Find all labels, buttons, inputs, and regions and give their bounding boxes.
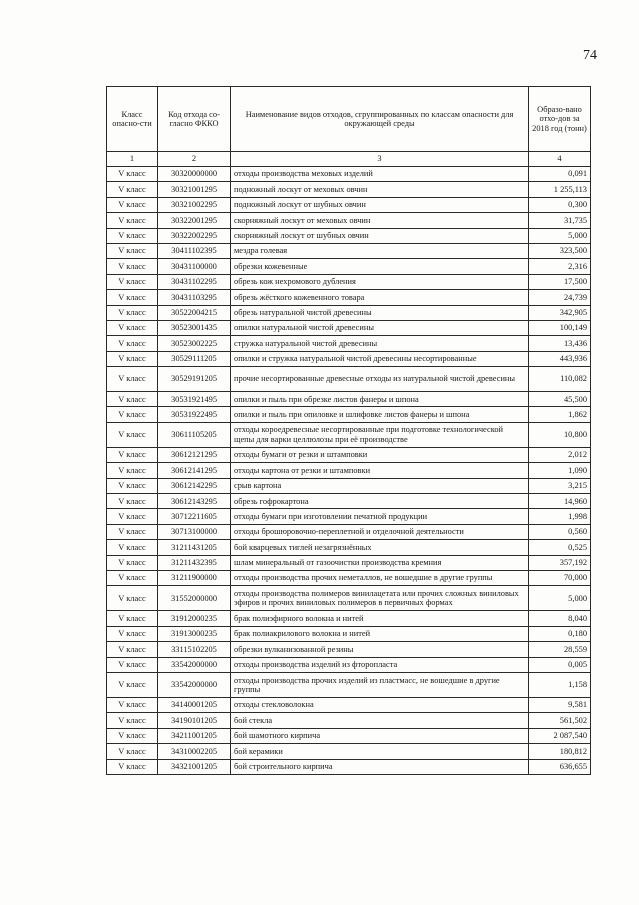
cell-waste-name: отходы стекловолокна — [231, 697, 529, 712]
cell-waste-code: 31211431205 — [158, 540, 231, 555]
table-row — [107, 320, 591, 335]
cell-waste-name: скорняжный лоскут от меховых овчин — [231, 213, 529, 228]
cell-hazard-class: V класс — [107, 447, 158, 462]
cell-waste-amount: 31,735 — [529, 213, 591, 228]
cell-waste-amount: 1 255,113 — [529, 182, 591, 197]
table-row — [107, 657, 591, 672]
cell-waste-name: мездра голевая — [231, 243, 529, 258]
cell-hazard-class: V класс — [107, 197, 158, 212]
cell-waste-name: бой кварцевых тиглей незагрязнённых — [231, 540, 529, 555]
cell-waste-code: 30523002225 — [158, 336, 231, 351]
cell-waste-code: 30431102295 — [158, 274, 231, 289]
cell-hazard-class: V класс — [107, 182, 158, 197]
table-row — [107, 213, 591, 228]
cell-waste-code: 30411102395 — [158, 243, 231, 258]
cell-waste-amount: 17,500 — [529, 274, 591, 289]
cell-waste-name: отходы картона от резки и штамповки — [231, 463, 529, 478]
table-row — [107, 243, 591, 258]
cell-waste-name: обрезки кожевенные — [231, 259, 529, 274]
cell-waste-amount: 45,500 — [529, 392, 591, 407]
table-row — [107, 336, 591, 351]
table-row — [107, 524, 591, 539]
cell-waste-code: 34310002205 — [158, 744, 231, 759]
cell-waste-amount: 100,149 — [529, 320, 591, 335]
cell-waste-amount: 2,316 — [529, 259, 591, 274]
cell-waste-amount: 70,000 — [529, 570, 591, 585]
cell-waste-name: отходы производства прочих изделий из пластмасс, не вошедшие в другие группы — [231, 672, 529, 697]
cell-waste-name: бой строительного кирпича — [231, 759, 529, 774]
cell-waste-name: отходы бумаги от резки и штамповки — [231, 447, 529, 462]
table-row — [107, 351, 591, 366]
cell-waste-amount: 180,812 — [529, 744, 591, 759]
table-row — [107, 407, 591, 422]
cell-waste-code: 31211900000 — [158, 570, 231, 585]
table-row — [107, 290, 591, 305]
table-row — [107, 713, 591, 728]
cell-hazard-class: V класс — [107, 626, 158, 641]
cell-hazard-class: V класс — [107, 744, 158, 759]
cell-waste-amount: 1,090 — [529, 463, 591, 478]
cell-waste-code: 30612142295 — [158, 478, 231, 493]
cell-waste-code: 30529111205 — [158, 351, 231, 366]
cell-waste-name: обрезь натуральной чистой древесины — [231, 305, 529, 320]
cell-waste-code: 30522004215 — [158, 305, 231, 320]
cell-waste-code: 30431100000 — [158, 259, 231, 274]
cell-waste-name: стружка натуральной чистой древесины — [231, 336, 529, 351]
cell-waste-name: бой стекла — [231, 713, 529, 728]
cell-waste-amount: 636,655 — [529, 759, 591, 774]
cell-hazard-class: V класс — [107, 407, 158, 422]
cell-hazard-class: V класс — [107, 759, 158, 774]
cell-waste-amount: 0,005 — [529, 657, 591, 672]
table-row — [107, 570, 591, 585]
cell-hazard-class: V класс — [107, 305, 158, 320]
cell-waste-name: опилки и стружка натуральной чистой древесины несортированные — [231, 351, 529, 366]
table-row — [107, 422, 591, 447]
table-row — [107, 367, 591, 392]
table-row — [107, 197, 591, 212]
table-row — [107, 555, 591, 570]
cell-waste-amount: 13,436 — [529, 336, 591, 351]
cell-hazard-class: V класс — [107, 274, 158, 289]
cell-hazard-class: V класс — [107, 290, 158, 305]
table-row — [107, 642, 591, 657]
cell-waste-amount: 1,862 — [529, 407, 591, 422]
cell-hazard-class: V класс — [107, 524, 158, 539]
cell-waste-name: брак полиакрилового волокна и нитей — [231, 626, 529, 641]
cell-hazard-class: V класс — [107, 697, 158, 712]
cell-waste-code: 30611105205 — [158, 422, 231, 447]
cell-hazard-class: V класс — [107, 642, 158, 657]
cell-hazard-class: V класс — [107, 213, 158, 228]
table-row — [107, 611, 591, 626]
cell-hazard-class: V класс — [107, 243, 158, 258]
cell-waste-code: 30531921495 — [158, 392, 231, 407]
column-number-row — [107, 152, 591, 167]
cell-waste-code: 30431103295 — [158, 290, 231, 305]
cell-hazard-class: V класс — [107, 367, 158, 392]
table-row — [107, 728, 591, 743]
cell-hazard-class: V класс — [107, 509, 158, 524]
cell-waste-code: 31211432395 — [158, 555, 231, 570]
cell-waste-code: 33542000000 — [158, 672, 231, 697]
cell-waste-code: 31913000235 — [158, 626, 231, 641]
table-row — [107, 274, 591, 289]
cell-waste-name: обрезь кож нехромового дубления — [231, 274, 529, 289]
cell-waste-amount: 28,559 — [529, 642, 591, 657]
cell-waste-amount: 0,180 — [529, 626, 591, 641]
column-number: 1 — [107, 152, 158, 167]
cell-waste-code: 30713100000 — [158, 524, 231, 539]
header-waste-amount: Образо-вано отхо-дов за 2018 год (тонн) — [529, 87, 591, 152]
cell-waste-code: 30612143295 — [158, 494, 231, 509]
cell-waste-amount: 14,960 — [529, 494, 591, 509]
cell-waste-amount: 24,739 — [529, 290, 591, 305]
column-number: 4 — [529, 152, 591, 167]
cell-waste-name: обрезки вулканизованной резины — [231, 642, 529, 657]
waste-table — [106, 86, 591, 775]
cell-waste-name: отходы производства меховых изделий — [231, 167, 529, 182]
cell-waste-name: прочие несортированные древесные отходы из натуральной чистой древесины — [231, 367, 529, 392]
cell-waste-name: опилки натуральной чистой древесины — [231, 320, 529, 335]
cell-hazard-class: V класс — [107, 392, 158, 407]
cell-waste-amount: 9,581 — [529, 697, 591, 712]
cell-waste-name: отходы производства прочих неметаллов, не вошедшие в другие группы — [231, 570, 529, 585]
cell-hazard-class: V класс — [107, 167, 158, 182]
cell-waste-code: 30321002295 — [158, 197, 231, 212]
cell-waste-code: 34321001205 — [158, 759, 231, 774]
cell-hazard-class: V класс — [107, 494, 158, 509]
cell-waste-amount: 443,936 — [529, 351, 591, 366]
cell-waste-code: 30320000000 — [158, 167, 231, 182]
cell-waste-name: подножный лоскут от шубных овчин — [231, 197, 529, 212]
cell-waste-code: 30612141295 — [158, 463, 231, 478]
header-waste-name: Наименование видов отходов, сгруппированных по классам опасности для окружающей среды — [231, 87, 529, 152]
cell-waste-amount: 5,000 — [529, 586, 591, 611]
cell-waste-name: шлам минеральный от газоочистки производства кремния — [231, 555, 529, 570]
cell-waste-name: обрезь гофрокартона — [231, 494, 529, 509]
table-row — [107, 182, 591, 197]
table-row — [107, 305, 591, 320]
cell-hazard-class: V класс — [107, 336, 158, 351]
table-row — [107, 744, 591, 759]
cell-hazard-class: V класс — [107, 478, 158, 493]
cell-waste-name: бой шамотного кирпича — [231, 728, 529, 743]
cell-waste-code: 34140001205 — [158, 697, 231, 712]
cell-waste-amount: 0,300 — [529, 197, 591, 212]
cell-waste-code: 30712211605 — [158, 509, 231, 524]
table-row — [107, 672, 591, 697]
cell-waste-code: 33542000000 — [158, 657, 231, 672]
cell-hazard-class: V класс — [107, 713, 158, 728]
cell-waste-name: отходы производства полимеров винилацетата или прочих сложных виниловых эфиров и прочих виниловых полимеров в первичных формах — [231, 586, 529, 611]
cell-waste-amount: 1,998 — [529, 509, 591, 524]
cell-hazard-class: V класс — [107, 657, 158, 672]
table-row — [107, 494, 591, 509]
cell-waste-name: обрезь жёсткого кожевенного товара — [231, 290, 529, 305]
cell-hazard-class: V класс — [107, 320, 158, 335]
table-row — [107, 447, 591, 462]
cell-waste-amount: 2 087,540 — [529, 728, 591, 743]
cell-hazard-class: V класс — [107, 728, 158, 743]
cell-hazard-class: V класс — [107, 540, 158, 555]
cell-waste-code: 30612121295 — [158, 447, 231, 462]
cell-waste-name: бой керамики — [231, 744, 529, 759]
cell-waste-amount: 357,192 — [529, 555, 591, 570]
cell-waste-name: отходы бумаги при изготовлении печатной продукции — [231, 509, 529, 524]
cell-waste-amount: 342,905 — [529, 305, 591, 320]
table-row — [107, 509, 591, 524]
cell-waste-name: опилки и пыль при обрезке листов фанеры и шпона — [231, 392, 529, 407]
table-row — [107, 540, 591, 555]
cell-waste-name: отходы брошюровочно-переплетной и отделочной деятельности — [231, 524, 529, 539]
table-row — [107, 697, 591, 712]
cell-waste-amount: 561,502 — [529, 713, 591, 728]
cell-waste-name: отходы производства изделий из фторопласта — [231, 657, 529, 672]
cell-waste-amount: 0,091 — [529, 167, 591, 182]
cell-waste-code: 33115102205 — [158, 642, 231, 657]
cell-waste-amount: 2,012 — [529, 447, 591, 462]
cell-waste-amount: 0,560 — [529, 524, 591, 539]
cell-waste-name: подножный лоскут от меховых овчин — [231, 182, 529, 197]
cell-waste-name: отходы короедревесные несортированные при подготовке технологической щепы для варки целлюлозы при её производстве — [231, 422, 529, 447]
cell-hazard-class: V класс — [107, 586, 158, 611]
cell-waste-amount: 5,000 — [529, 228, 591, 243]
table-row — [107, 759, 591, 774]
cell-waste-amount: 0,525 — [529, 540, 591, 555]
cell-waste-code: 30322002295 — [158, 228, 231, 243]
cell-hazard-class: V класс — [107, 259, 158, 274]
cell-waste-code: 30322001295 — [158, 213, 231, 228]
cell-hazard-class: V класс — [107, 351, 158, 366]
table-row — [107, 586, 591, 611]
cell-waste-amount: 10,800 — [529, 422, 591, 447]
cell-hazard-class: V класс — [107, 463, 158, 478]
cell-waste-name: скорняжный лоскут от шубных овчин — [231, 228, 529, 243]
cell-hazard-class: V класс — [107, 228, 158, 243]
cell-waste-amount: 3,215 — [529, 478, 591, 493]
cell-hazard-class: V класс — [107, 570, 158, 585]
cell-waste-code: 30531922495 — [158, 407, 231, 422]
table-row — [107, 228, 591, 243]
cell-hazard-class: V класс — [107, 555, 158, 570]
cell-hazard-class: V класс — [107, 672, 158, 697]
cell-waste-name: срыв картона — [231, 478, 529, 493]
table-row — [107, 626, 591, 641]
cell-waste-code: 30321001295 — [158, 182, 231, 197]
cell-hazard-class: V класс — [107, 422, 158, 447]
cell-waste-name: брак полиэфирного волокна и нитей — [231, 611, 529, 626]
cell-waste-amount: 110,082 — [529, 367, 591, 392]
table-row — [107, 167, 591, 182]
cell-waste-code: 34190101205 — [158, 713, 231, 728]
cell-waste-code: 31912000235 — [158, 611, 231, 626]
header-hazard-class: Класс опасно-сти — [107, 87, 158, 152]
cell-waste-code: 34211001205 — [158, 728, 231, 743]
table-row — [107, 463, 591, 478]
cell-waste-code: 31552000000 — [158, 586, 231, 611]
cell-waste-name: опилки и пыль при опиловке и шлифовке листов фанеры и шпона — [231, 407, 529, 422]
table-row — [107, 259, 591, 274]
cell-waste-code: 30529191205 — [158, 367, 231, 392]
cell-waste-amount: 323,500 — [529, 243, 591, 258]
cell-waste-amount: 1,158 — [529, 672, 591, 697]
column-number: 2 — [158, 152, 231, 167]
column-number: 3 — [231, 152, 529, 167]
cell-waste-amount: 8,040 — [529, 611, 591, 626]
page-number: 74 — [583, 48, 597, 63]
cell-waste-code: 30523001435 — [158, 320, 231, 335]
header-waste-code: Код отхода со-гласно ФККО — [158, 87, 231, 152]
table-row — [107, 478, 591, 493]
table-header-row — [107, 87, 591, 152]
table-row — [107, 392, 591, 407]
cell-hazard-class: V класс — [107, 611, 158, 626]
